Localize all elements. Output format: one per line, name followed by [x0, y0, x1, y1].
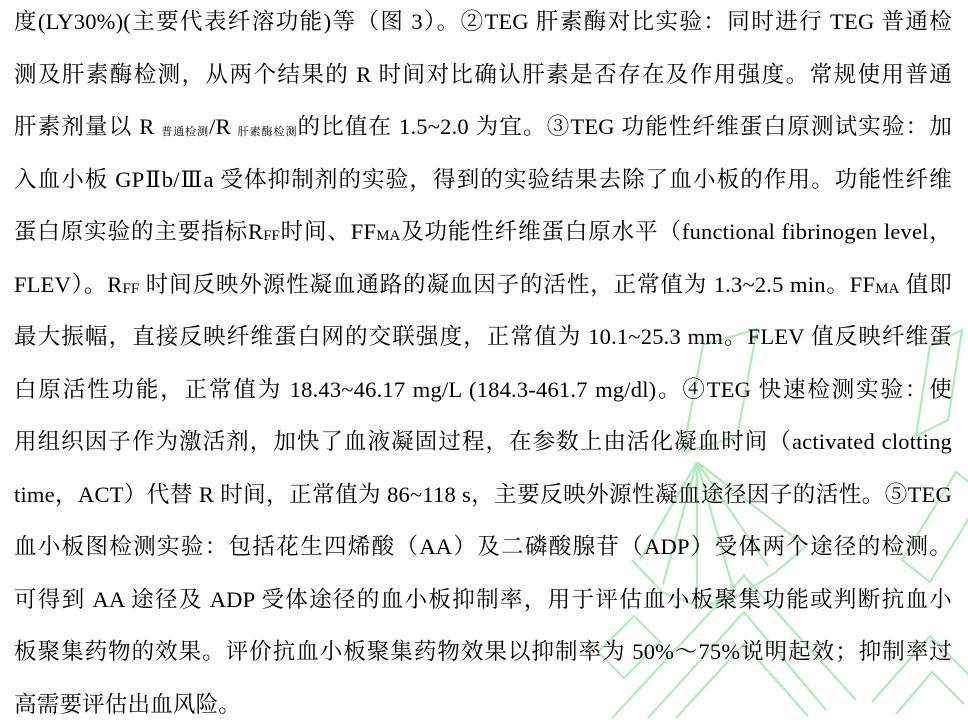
body-text: 值即 [899, 271, 952, 297]
body-text: /R [209, 114, 238, 139]
subscript-text: MA [875, 280, 900, 297]
body-text: 高需要评估出血风险。 [14, 691, 242, 717]
text-line [14, 101, 952, 154]
body-text: 蛋白原实验的主要指标R [14, 219, 264, 244]
text-line [14, 679, 952, 720]
text-line [14, 311, 952, 364]
body-text: 度(LY30%)(主要代表纤溶功能)等（图 3）。②TEG 肝素酶对比实验：同时进行 TEG 普通检 [14, 9, 952, 34]
body-text: 白原活性功能，正常值为 18.43~46.17 mg/L (184.3-461.7 mg/dl)。④TEG 快速检测实验：使 [14, 376, 952, 402]
text-line [14, 469, 952, 522]
body-text: 时间反映外源性凝血通路的凝血因子的活性，正常值为 1.3~2.5 min。FF [139, 271, 876, 297]
body-text: 血小板图检测实验：包括花生四烯酸（AA）及二磷酸腺苷（ADP）受体两个途径的检测。 [14, 534, 952, 559]
text-line [14, 416, 952, 469]
subscript-text: 普通检测 [161, 126, 210, 138]
subscript-text: 肝素酶检测 [237, 126, 298, 138]
text-line [14, 574, 952, 627]
text-line [14, 364, 952, 417]
body-text: 的比值在 1.5~2.0 为宜。③TEG 功能性纤维蛋白原测试实验：加 [297, 114, 953, 139]
text-line [14, 259, 952, 312]
text-line [14, 206, 952, 259]
body-text: 及功能性纤维蛋白原水平（functional fibrinogen level， [400, 219, 952, 244]
body-text: 肝素剂量以 R [14, 114, 162, 139]
subscript-text: MA [376, 228, 401, 244]
document-text [14, 0, 952, 720]
text-line [14, 0, 952, 49]
body-text: 用组织因子作为激活剂，加快了血液凝固过程，在参数上由活化凝血时间（activated clotting [14, 429, 952, 454]
body-text: 入血小板 GPⅡb/Ⅲa 受体抑制剂的实验，得到的实验结果去除了血小板的作用。功能性纤维 [14, 166, 952, 192]
body-text: FLEV）。R [14, 271, 123, 297]
body-text: 板聚集药物的效果。评价抗血小板聚集药物效果以抑制率为 50%～75%说明起效；抑制率过 [14, 639, 952, 664]
body-text: 可得到 AA 途径及 ADP 受体途径的血小板抑制率，用于评估血小板聚集功能或判断抗血小 [14, 586, 952, 612]
text-line [14, 49, 952, 102]
body-text: 时间、FF [279, 219, 377, 244]
subscript-text: FF [263, 228, 280, 244]
body-text: time，ACT）代替 R 时间，正常值为 86~118 s，主要反映外源性凝血途径因子的活性。⑤TEG [14, 481, 952, 507]
body-text: 测及肝素酶检测，从两个结果的 R 时间对比确认肝素是否存在及作用强度。常规使用普通 [14, 61, 952, 87]
subscript-text: FF [122, 280, 140, 297]
body-text: 最大振幅，直接反映纤维蛋白网的交联强度，正常值为 10.1~25.3 mm。FLEV 值反映纤维蛋 [14, 324, 952, 349]
text-line [14, 521, 952, 574]
text-line [14, 154, 952, 207]
text-line [14, 626, 952, 679]
